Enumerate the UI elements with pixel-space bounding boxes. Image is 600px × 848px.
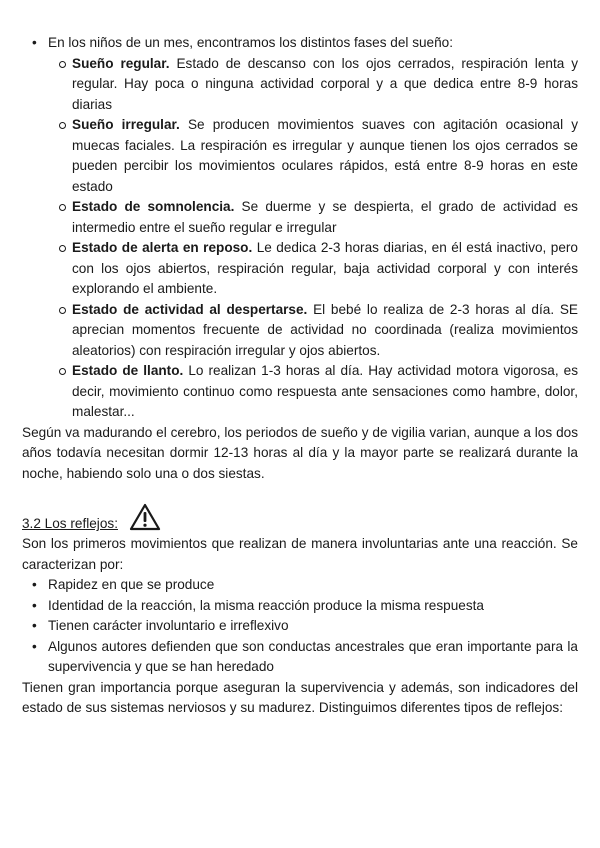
phase-text: Se duerme y se despierta, el grado de actividad es intermedio entre el sueño regular e irregular: [72, 199, 578, 235]
phase-title: Sueño regular.: [72, 55, 170, 71]
sleep-phases-list: [22, 33, 578, 423]
phase-title: Estado de actividad al despertarse.: [72, 301, 308, 317]
warning-triangle-icon: [129, 503, 161, 531]
phase-title: Estado de alerta en reposo.: [72, 240, 253, 255]
phase-text: Estado de descanso con los ojos cerrados, respiración lenta y regular. Hay poca o ninguna actividad corporal y a que dedica entre 8-9 horas diarias: [72, 55, 578, 112]
document-page: [22, 33, 578, 719]
phase-title: Sueño irregular.: [72, 117, 180, 132]
list-item: [22, 238, 578, 300]
phase-text: Le dedica 2-3 horas diarias, en él está inactivo, pero con los ojos abiertos, respiración regular, baja actividad corporal y con interés explorando el ambiente.: [72, 240, 578, 296]
paragraph-maturation: Según va madurando el cerebro, los periodos de sueño y de vigilia varian, aunque a los dos años todavía necesitan dormir 12-13 horas al día y la mayor parte se realizará durante la noche, habiendo solo una o dos siestas.: [22, 424, 578, 481]
section-heading-text: 3.2 Los reflejos:: [22, 516, 118, 531]
list-item: [22, 33, 578, 423]
list-item: [22, 115, 578, 197]
paragraph-reflexes-intro: Son los primeros movimientos que realizan de manera involuntarias ante una reacción. Se caracterizan por:: [22, 536, 578, 572]
phases-sublist: [22, 54, 578, 423]
phase-text: Lo realizan 1-3 horas al día. Hay actividad motora vigorosa, es decir, movimiento continuo como respuesta ante sensaciones como hambre, dolor, malestar...: [72, 363, 579, 419]
phase-title: Estado de llanto.: [72, 363, 184, 378]
list-item: • Rapidez en que se produce: [22, 575, 578, 596]
list-item: [22, 54, 578, 116]
intro-bullet-text: En los niños de un mes, encontramos los distintos fases del sueño:: [48, 35, 454, 50]
paragraph-importance: Tienen gran importancia porque aseguran la supervivencia y además, son indicadores del estado de sus sistemas nerviosos y su madurez. Distinguimos diferentes tipos de reflejos:: [22, 679, 578, 715]
list-item: [22, 197, 578, 238]
list-item: [22, 300, 578, 362]
section-heading: [22, 512, 578, 534]
phase-text: El bebé lo realiza de 2-3 horas al día. SE aprecian momentos frecuente de actividad no coordinada (realiza movimientos aleatorios) con respiración irregular y ojos abiertos.: [72, 301, 578, 358]
list-item: • Algunos autores defienden que son conductas ancestrales que eran importante para la supervivencia y que se han heredado: [22, 637, 578, 678]
list-item: • Identidad de la reacción, la misma reacción produce la misma respuesta: [22, 596, 578, 617]
phase-title: Estado de somnolencia.: [72, 199, 235, 214]
phase-text: Se producen movimientos suaves con agitación ocasional y muecas faciales. La respiración es irregular y aunque tienen los ojos cerrados se pueden percibir los movimientos oculares rápidos, está entre 8-9 horas en este estado: [72, 117, 578, 194]
characteristics-list: [22, 575, 578, 678]
list-item: • Tienen carácter involuntario e irreflexivo: [22, 616, 578, 637]
list-item: [22, 361, 578, 423]
